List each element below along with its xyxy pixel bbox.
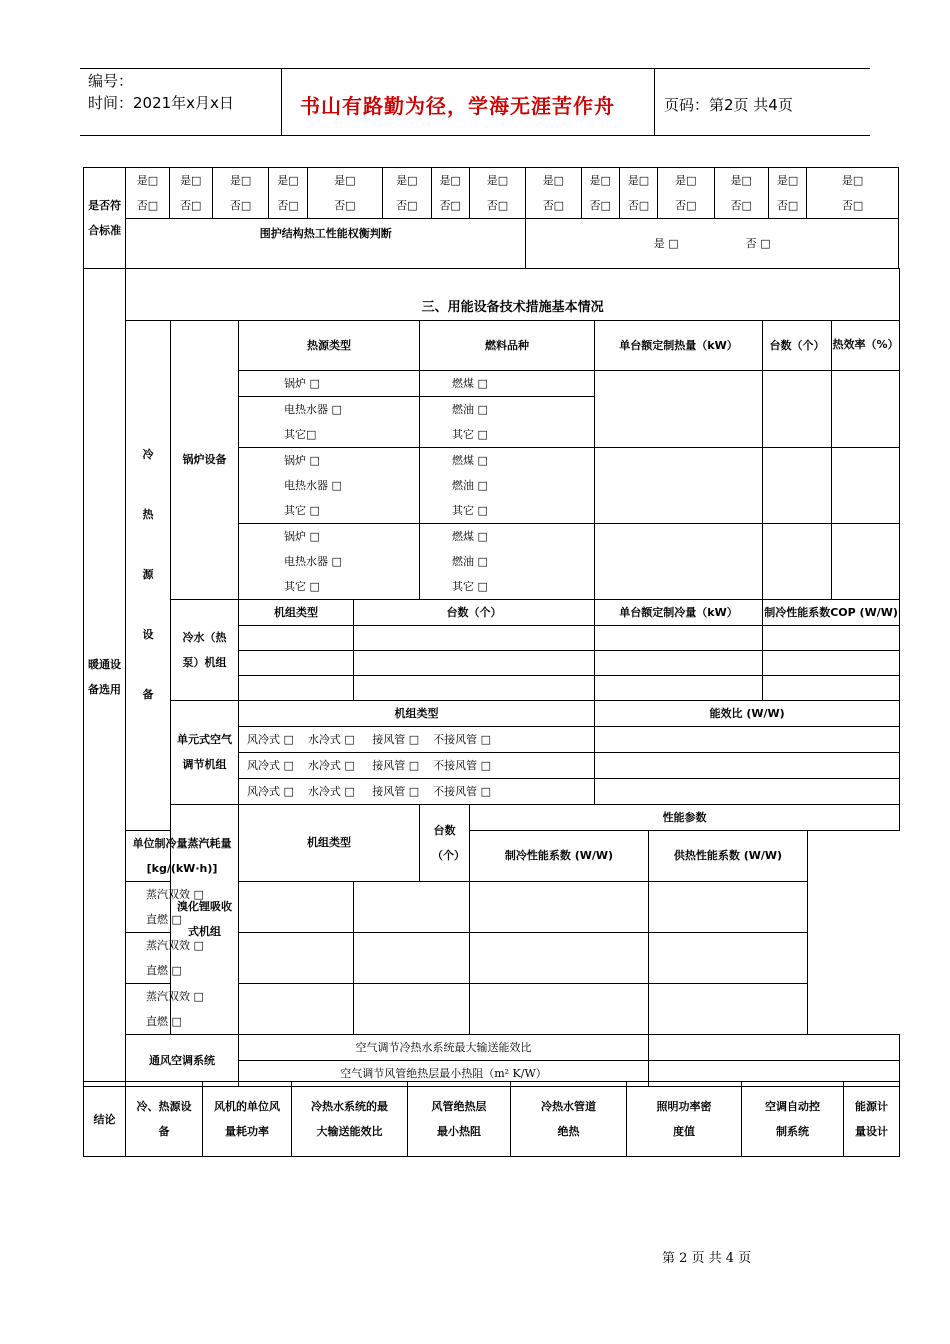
title-spacer [126,269,900,295]
compliance-cell[interactable]: 是□ 否□ [619,168,657,219]
fuel-option[interactable]: 燃油 □ [420,549,595,574]
compliance-cell[interactable]: 是□ 否□ [581,168,619,219]
compliance-cell[interactable]: 是□ 否□ [383,168,431,219]
compliance-row-label: 是否符合标准 [84,168,126,269]
envelope-tradeoff-label: 围护结构热工性能权衡判断 [126,219,526,269]
compliance-cell[interactable]: 是□ 否□ [269,168,307,219]
conclusion-item: 空调自动控制系统 [742,1082,844,1157]
chiller-capacity-cell[interactable] [595,625,763,650]
efficiency-cell[interactable] [832,447,900,523]
heat-type-option[interactable]: 电热水器 □ [239,473,420,498]
envelope-yes-checkbox[interactable]: 是 □ [653,237,679,250]
absorption-count-cell[interactable] [239,983,354,1034]
heat-type-option[interactable]: 其它 □ [239,574,420,600]
boiler-header-efficiency: 热效率（%） [832,320,900,370]
chiller-type-cell[interactable] [239,625,354,650]
chiller-cop-cell[interactable] [763,675,900,700]
boiler-label: 锅炉设备 [171,320,239,599]
fuel-option[interactable]: 燃煤 □ [420,370,595,396]
chiller-capacity-cell[interactable] [595,675,763,700]
heat-type-option[interactable]: 锅炉 □ [239,447,420,473]
absorption-count-cell[interactable] [239,932,354,983]
unitary-options[interactable]: 风冷式 □ 水冷式 □ 接风管 □ 不接风管 □ [239,778,595,804]
header-divider-2 [654,68,655,135]
absorption-header-cop-cool: 制冷性能系数 (W/W) [470,830,649,881]
absorption-type-option[interactable]: 蒸汽双效 □ [126,881,239,907]
absorption-header-performance: 性能参数 [470,804,900,830]
compliance-table [83,167,899,269]
section-title: 三、用能设备技术措施基本情况 [126,295,900,321]
unitary-header-type: 机组类型 [239,700,595,726]
ventilation-row-transport-efficiency: 空气调节冷热水系统最大输送能效比 [239,1034,649,1060]
absorption-cop-heat-cell[interactable] [649,932,808,983]
absorption-type-option[interactable]: 直燃 □ [126,958,239,984]
compliance-cell[interactable]: 是□ 否□ [169,168,212,219]
fuel-option[interactable]: 燃煤 □ [420,447,595,473]
conclusion-item: 冷热水管道绝热 [511,1082,627,1157]
heat-type-option[interactable]: 电热水器 □ [239,396,420,422]
conclusion-item: 冷、热源设备 [126,1082,203,1157]
header-top-rule [80,68,870,69]
conclusion-item: 能源计量设计 [844,1082,900,1157]
compliance-cell[interactable]: 是□ 否□ [469,168,525,219]
fuel-option[interactable]: 燃油 □ [420,396,595,422]
document-date: 时间：2021年x月x日 [88,94,234,112]
chiller-count-cell[interactable] [354,650,595,675]
conclusion-table [83,1081,900,1157]
envelope-tradeoff-options[interactable] [526,219,899,269]
chiller-header-capacity: 单台额定制冷量（kW） [595,599,763,625]
unitary-eer-cell[interactable] [595,778,900,804]
absorption-cop-cool-cell[interactable] [470,881,649,932]
unitary-eer-cell[interactable] [595,726,900,752]
compliance-cell[interactable]: 是□ 否□ [307,168,383,219]
conclusion-item: 风机的单位风量耗功率 [203,1082,292,1157]
header-info [88,70,234,114]
boiler-header-heat-type: 热源类型 [239,320,420,370]
compliance-cell[interactable]: 是□ 否□ [658,168,714,219]
chiller-label: 冷水（热泵）机组 [171,599,239,700]
compliance-cell[interactable]: 是□ 否□ [431,168,469,219]
efficiency-cell[interactable] [832,370,900,447]
absorption-steam-cell[interactable] [354,881,470,932]
chiller-cop-cell[interactable] [763,625,900,650]
hvac-equipment-table [83,268,900,1087]
compliance-cell[interactable]: 是□ 否□ [714,168,768,219]
capacity-cell[interactable] [595,370,763,447]
hvac-section-label: 暖通设备选用 [84,269,126,1087]
count-cell[interactable] [763,447,832,523]
compliance-cell[interactable]: 是□ 否□ [212,168,268,219]
header-motto: 书山有路勤为径，学海无涯苦作舟 [300,94,615,118]
heat-type-option[interactable]: 电热水器 □ [239,549,420,574]
ventilation-row-duct-insulation: 空气调节风管绝热层最小热阻（m² K/W） [239,1060,649,1086]
count-cell[interactable] [763,370,832,447]
chiller-type-cell[interactable] [239,675,354,700]
absorption-cop-heat-cell[interactable] [649,983,808,1034]
unitary-header-eer: 能效比 (W/W) [595,700,900,726]
heat-type-option[interactable]: 其它 □ [239,498,420,524]
conclusion-item: 风管绝热层最小热阻 [408,1082,511,1157]
header-divider-1 [281,68,282,135]
absorption-header-type: 机组类型 [239,804,420,881]
heat-source-vertical-label: 冷热源设备 [126,320,171,830]
absorption-count-cell[interactable] [239,881,354,932]
absorption-steam-cell[interactable] [354,983,470,1034]
fuel-option[interactable]: 其它 □ [420,422,595,448]
absorption-cop-heat-cell[interactable] [649,881,808,932]
boiler-header-count: 台数（个） [763,320,832,370]
absorption-cop-cool-cell[interactable] [470,983,649,1034]
chiller-cop-cell[interactable] [763,650,900,675]
heat-type-option[interactable]: 锅炉 □ [239,370,420,396]
absorption-header-steam: 单位制冷量蒸汽耗量[kg/(kW·h)] [126,830,239,881]
fuel-option[interactable]: 燃煤 □ [420,523,595,549]
capacity-cell[interactable] [595,447,763,523]
compliance-cell[interactable]: 是□ 否□ [768,168,806,219]
chiller-header-count: 台数（个） [354,599,595,625]
header-bottom-rule [80,135,870,136]
chiller-type-cell[interactable] [239,650,354,675]
capacity-cell[interactable] [595,523,763,599]
chiller-capacity-cell[interactable] [595,650,763,675]
envelope-no-checkbox[interactable]: 否 □ [745,237,771,250]
count-cell[interactable] [763,523,832,599]
absorption-header-cop-heat: 供热性能系数 (W/W) [649,830,808,881]
fuel-option[interactable]: 其它 □ [420,574,595,600]
fuel-option[interactable]: 燃油 □ [420,473,595,498]
absorption-type-option[interactable]: 蒸汽双效 □ [126,932,239,958]
unitary-options[interactable]: 风冷式 □ 水冷式 □ 接风管 □ 不接风管 □ [239,726,595,752]
efficiency-cell[interactable] [832,523,900,599]
heat-type-option[interactable]: 锅炉 □ [239,523,420,549]
ventilation-label: 通风空调系统 [126,1034,239,1086]
absorption-header-count: 台数（个） [420,804,470,881]
conclusion-label: 结论 [84,1082,126,1157]
conclusion-item: 照明功率密度值 [627,1082,742,1157]
fuel-option[interactable]: 其它 □ [420,498,595,524]
absorption-steam-cell[interactable] [354,932,470,983]
chiller-count-cell[interactable] [354,625,595,650]
unitary-eer-cell[interactable] [595,752,900,778]
ventilation-value-cell[interactable] [649,1034,900,1060]
compliance-cell[interactable]: 是□ 否□ [807,168,899,219]
chiller-count-cell[interactable] [354,675,595,700]
unitary-options[interactable]: 风冷式 □ 水冷式 □ 接风管 □ 不接风管 □ [239,752,595,778]
absorption-type-option[interactable]: 直燃 □ [126,907,239,933]
absorption-label: 溴化锂吸收式机组 [171,804,239,1034]
header-page-info: 页码：第2页 共4页 [664,96,793,114]
boiler-header-fuel: 燃料品种 [420,320,595,370]
page-footer: 第 2 页 共 4 页 [662,1251,752,1266]
absorption-type-option[interactable]: 蒸汽双效 □ [126,983,239,1009]
compliance-cell[interactable]: 是□ 否□ [126,168,169,219]
conclusion-item: 冷热水系统的最大输送能效比 [292,1082,408,1157]
absorption-type-option[interactable]: 直燃 □ [126,1009,239,1035]
chiller-header-type: 机组类型 [239,599,354,625]
document-number: 编号： [88,72,134,90]
chiller-header-cop: 制冷性能系数COP (W/W) [763,599,900,625]
unitary-ac-label: 单元式空气调节机组 [171,700,239,804]
compliance-cell[interactable]: 是□ 否□ [526,168,581,219]
heat-type-option[interactable]: 其它□ [239,422,420,448]
absorption-cop-cool-cell[interactable] [470,932,649,983]
boiler-header-capacity: 单台额定制热量（kW） [595,320,763,370]
